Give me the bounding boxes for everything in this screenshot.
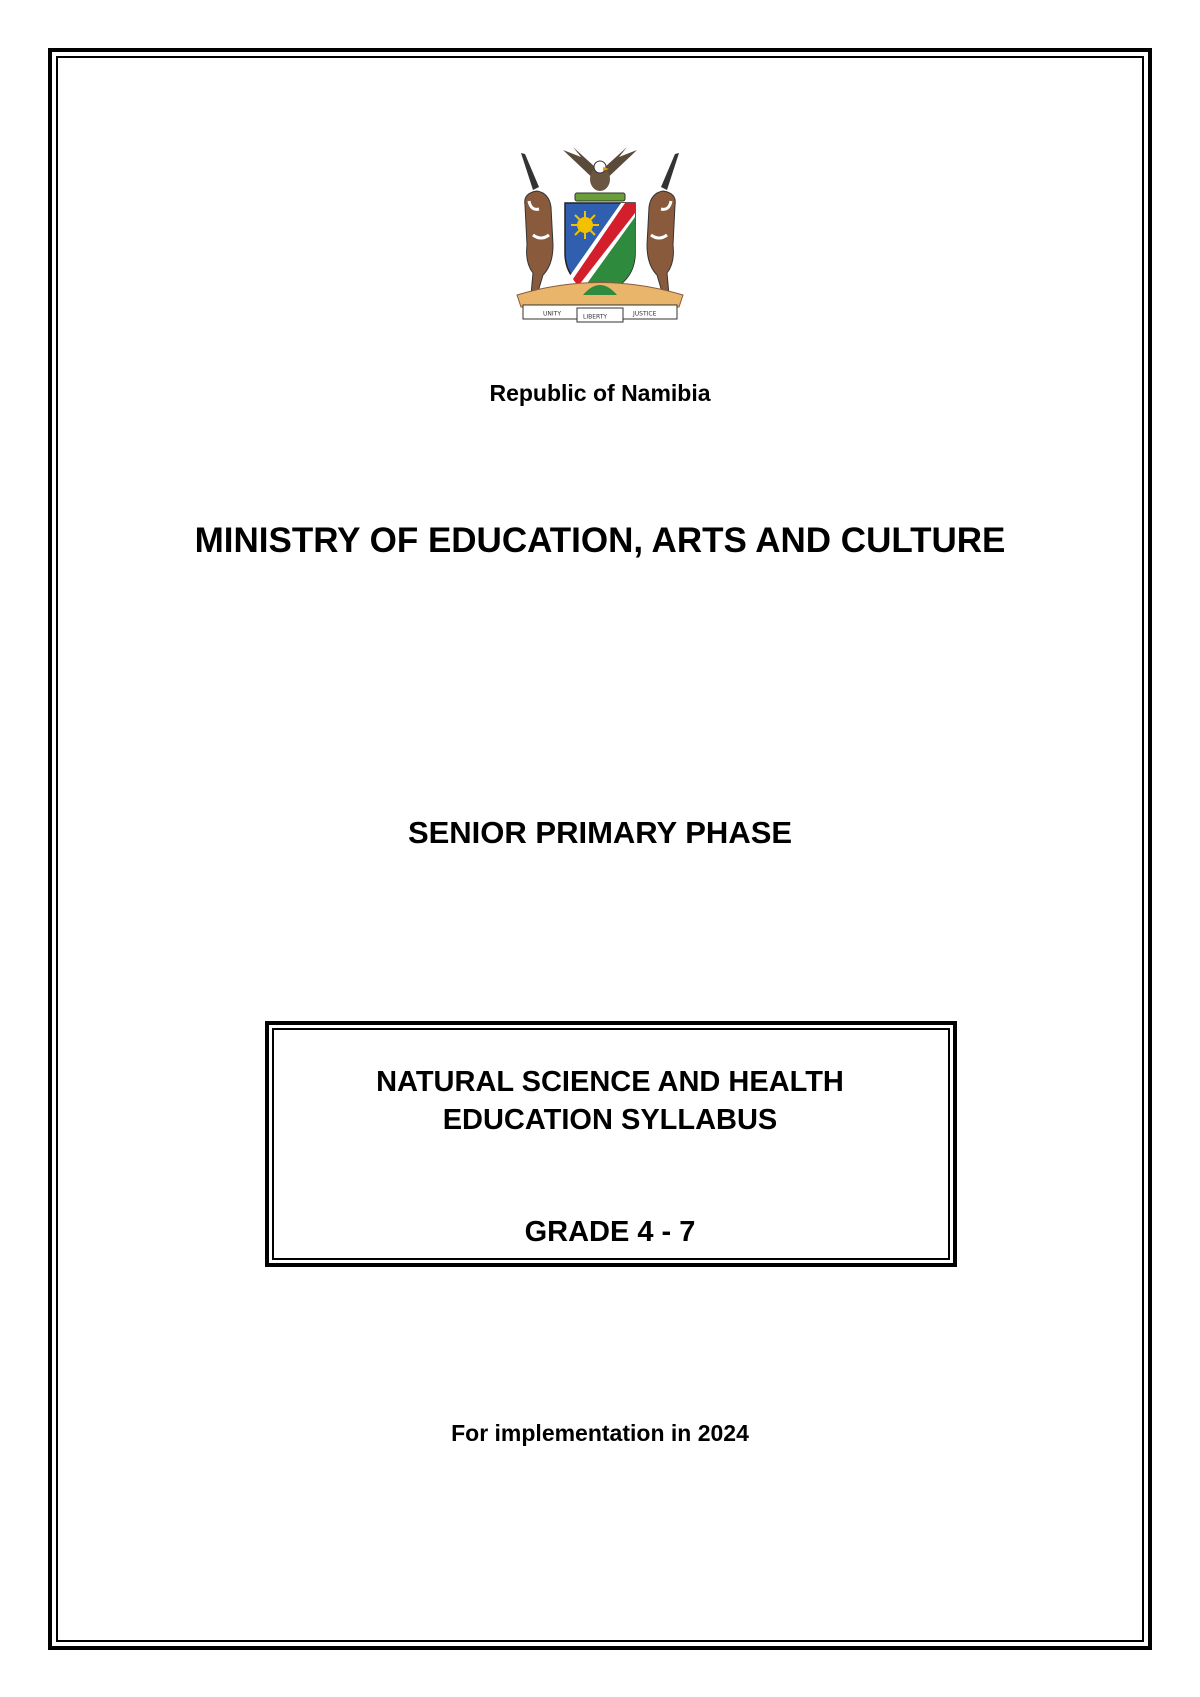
eagle-icon <box>563 147 637 191</box>
motto-right-text: JUSTICE <box>633 310 657 318</box>
coat-of-arms-icon <box>503 145 697 325</box>
phase-heading: SENIOR PRIMARY PHASE <box>407 815 793 850</box>
implementation-note: For implementation in 2024 <box>451 1420 749 1446</box>
syllabus-title-line-1: NATURAL SCIENCE AND HEALTH <box>376 1066 844 1098</box>
syllabus-title-line-2: EDUCATION SYLLABUS <box>442 1104 778 1136</box>
grade-range: GRADE 4 - 7 <box>524 1216 696 1248</box>
motto-left-text: UNITY <box>543 310 561 318</box>
country-name: Republic of Namibia <box>489 380 711 406</box>
oryx-left-icon <box>521 153 553 295</box>
shield-icon <box>565 203 635 295</box>
ministry-name: MINISTRY OF EDUCATION, ARTS AND CULTURE <box>194 521 1006 560</box>
oryx-right-icon <box>647 153 679 295</box>
motto-ribbon-icon <box>523 305 677 322</box>
motto-center-text: LIBERTY <box>583 313 608 321</box>
